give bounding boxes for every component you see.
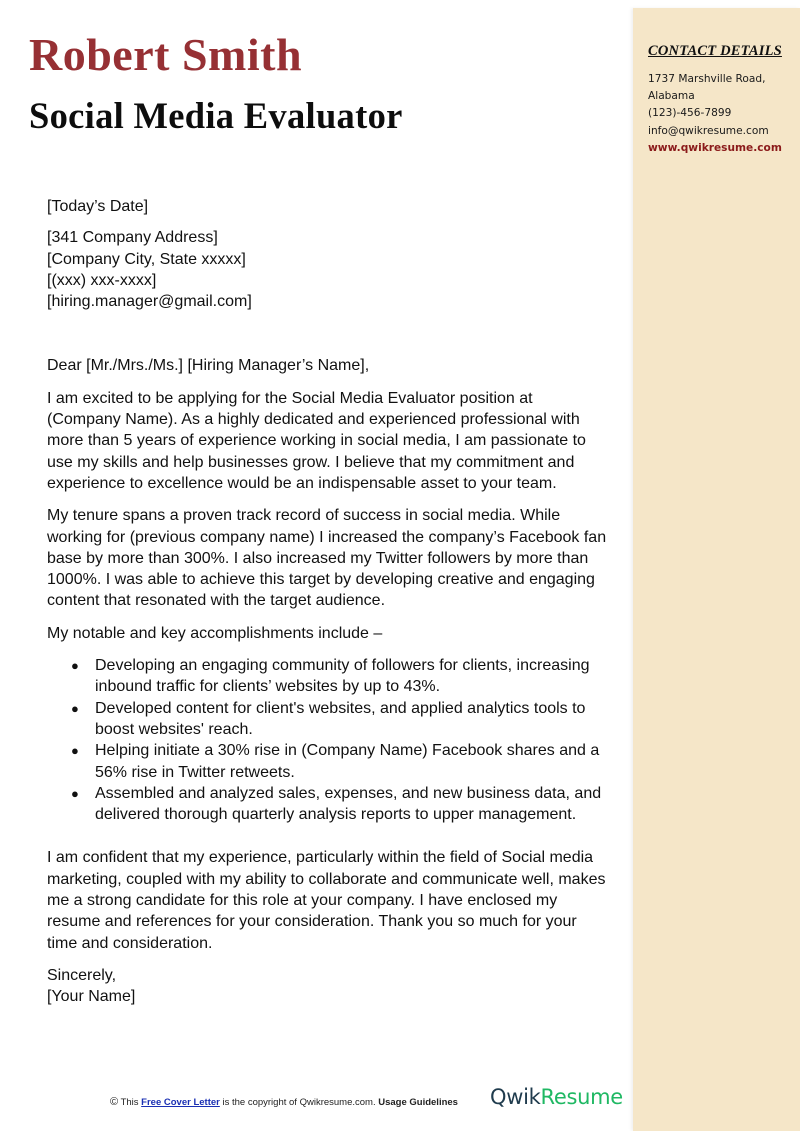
copyright-icon: © — [110, 1096, 119, 1108]
contact-email[interactable]: info@qwikresume.com — [648, 124, 769, 137]
signoff: Sincerely, — [47, 966, 117, 984]
contact-website[interactable]: www.qwikresume.com — [648, 141, 782, 154]
contact-sidebar — [633, 8, 800, 1131]
accomplishment-text: Helping initiate a 30% rise in (Company Name) Facebook shares and a 56% rise in Twitter retweets. — [95, 742, 600, 781]
contact-details-heading: CONTACT DETAILS — [648, 43, 782, 59]
contact-address-line1: 1737 Marshville Road, — [648, 73, 766, 85]
letter-date: [Today’s Date] — [47, 198, 149, 215]
list-item — [47, 740, 607, 783]
accomplishment-text: Developing an engaging community of followers for clients, increasing inbound traffic for clients’ websites by up to 43%. — [95, 657, 590, 696]
logo-qwik: Qwik — [490, 1085, 541, 1109]
free-cover-letter-link[interactable]: Free Cover Letter — [141, 1097, 220, 1108]
salutation: Dear [Mr./Mrs./Ms.] [Hiring Manager’s Name], — [47, 357, 370, 375]
logo-resume: Resume — [540, 1085, 623, 1109]
bullet-icon: ● — [71, 700, 79, 716]
bullet-icon: ● — [71, 743, 79, 759]
experience-paragraph: My tenure spans a proven track record of success in social media. While working for (previous company name) I increased the company’s Facebook fan base by more than 300%. I also increased my Twitter followers by more than 1000%. I was able to achieve this target by developing creative and engaging content that resonated with the target audience. — [47, 507, 607, 610]
list-item — [47, 783, 607, 826]
recipient-address-block — [47, 227, 607, 312]
recipient-email: [hiring.manager@gmail.com] — [47, 293, 252, 311]
intro-paragraph: I am excited to be applying for the Social Media Evaluator position at (Company Name). As a highly dedicated and experienced professional with more than 5 years of experience working in social media, I am passionate to use my skills and help businesses grow. I believe that my commitment and experience to excellence would be an indispensable asset to your team. — [47, 389, 586, 492]
closing-paragraph: I am confident that my experience, particularly within the field of Social media marketing, coupled with my ability to collaborate and communicate well, makes me a strong candidate for this role at your company. I have enclosed my resume and references for your consideration. Thank you so much for your time and consideration. — [47, 849, 606, 952]
accomplishments-intro: My notable and key accomplishments include – — [47, 624, 383, 642]
list-item — [47, 698, 607, 741]
bullet-icon: ● — [71, 785, 79, 801]
recipient-phone: [(xxx) xxx-xxxx] — [47, 271, 157, 289]
contact-address-line2: Alabama — [648, 90, 695, 103]
accomplishment-text: Assembled and analyzed sales, expenses, and new business data, and delivered thorough quarterly analysis reports to upper management. — [95, 784, 602, 824]
qwikresume-logo[interactable] — [490, 1085, 623, 1109]
recipient-address: [341 Company Address] — [47, 229, 218, 247]
recipient-city-state: [Company City, State xxxxx] — [47, 250, 246, 268]
list-item — [47, 655, 607, 698]
applicant-name: Robert Smith — [29, 29, 303, 80]
cover-letter-body — [47, 196, 607, 1008]
signature: [Your Name] — [47, 988, 136, 1006]
contact-details — [648, 71, 782, 157]
footer-prefix: This — [120, 1097, 139, 1108]
usage-guidelines-link[interactable]: Usage Guidelines — [378, 1097, 458, 1108]
copyright-footer — [110, 1096, 458, 1108]
contact-phone: (123)-456-7899 — [648, 107, 732, 120]
job-title: Social Media Evaluator — [29, 95, 403, 136]
footer-middle-text: is the copyright of Qwikresume.com. — [222, 1097, 376, 1108]
bullet-icon: ● — [71, 658, 79, 674]
accomplishments-list — [47, 655, 607, 825]
accomplishment-text: Developed content for client's websites, and applied analytics tools to boost websites' reach. — [95, 699, 586, 738]
